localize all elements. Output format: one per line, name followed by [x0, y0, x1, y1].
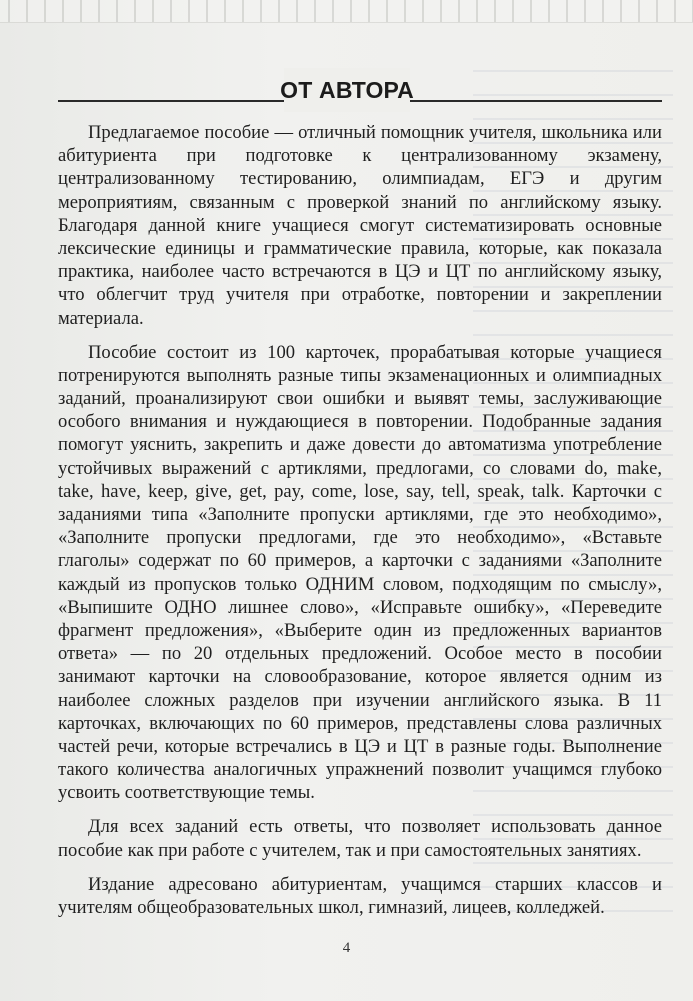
body-text [58, 121, 662, 919]
section-title: ОТ АВТОРА [280, 76, 414, 103]
paragraph-audience: Издание адресовано абитуриентам, учащимся старших классов и учителям общеобразовательных школ, гимназий, лицеев, колледжей. [58, 873, 662, 918]
page-number: 4 [342, 940, 351, 956]
paragraph-answers: Для всех заданий есть ответы, что позволяет использовать данное пособие как при работе с учителем, так и при самостоятельных занятиях. [58, 816, 662, 861]
paragraph-intro: Предлагаемое пособие — отличный помощник учителя, школьника или абитуриента при подготовке к централизованному экзамену, централизованному тестированию, олимпиадам, ЕГЭ и другим мероприятиям, связанным с проверкой знаний по английскому языку. Благодаря данной книге учащиеся смогут систематизировать основные лексические единицы и грамматические правила, которые, как показала практика, наиболее часто встречаются в ЦЭ и ЦТ по английскому языку, что облегчит труд учителя при отработке, повторении и закреплении материала. [58, 122, 662, 329]
title-box [280, 68, 414, 112]
paragraph-structure: Пособие состоит из 100 карточек, прорабатывая которые учащиеся потренируются выполнять разные типы экзаменационных и олимпиадных заданий, проанализируют свои ошибки и выявят темы, заслуживающие особого внимания и нуждающиеся в повторении. Подобранные задания помогут уяснить, закрепить и даже довести до автоматизма употребление устойчивых выражений с артиклями, предлогами, со словами do, make, take, have, keep, give, get, pay, come, lose, say, tell, speak, talk. Карточки с заданиями типа «Заполните пропуски артиклями, где это необходимо», «Заполните пропуски предлогами, где это необходимо», «Вставьте глаголы» содержат по 60 примеров, а карточки с заданиями «Заполните каждый из пропусков только ОДНИМ словом, подходящим по смыслу», «Выпишите ОДНО лишнее слово», «Исправьте ошибку», «Переведите фрагмент предложения», «Выберите один из предложенных вариантов ответа» — по 20 отдельных предложений. Особое место в пособии занимают карточки на словообразование, которое является одним из наиболее сложных разделов при изучении английского языка. В 11 карточках, включающих по 60 примеров, представлены слова различных частей речи, которые встречались в ЦЭ и ЦТ в разные годы. Выполнение такого количества аналогичных упражнений позволит учащимся глубоко усвоить соответствующие темы. [58, 341, 662, 804]
spiral-binding-edge [0, 0, 693, 23]
